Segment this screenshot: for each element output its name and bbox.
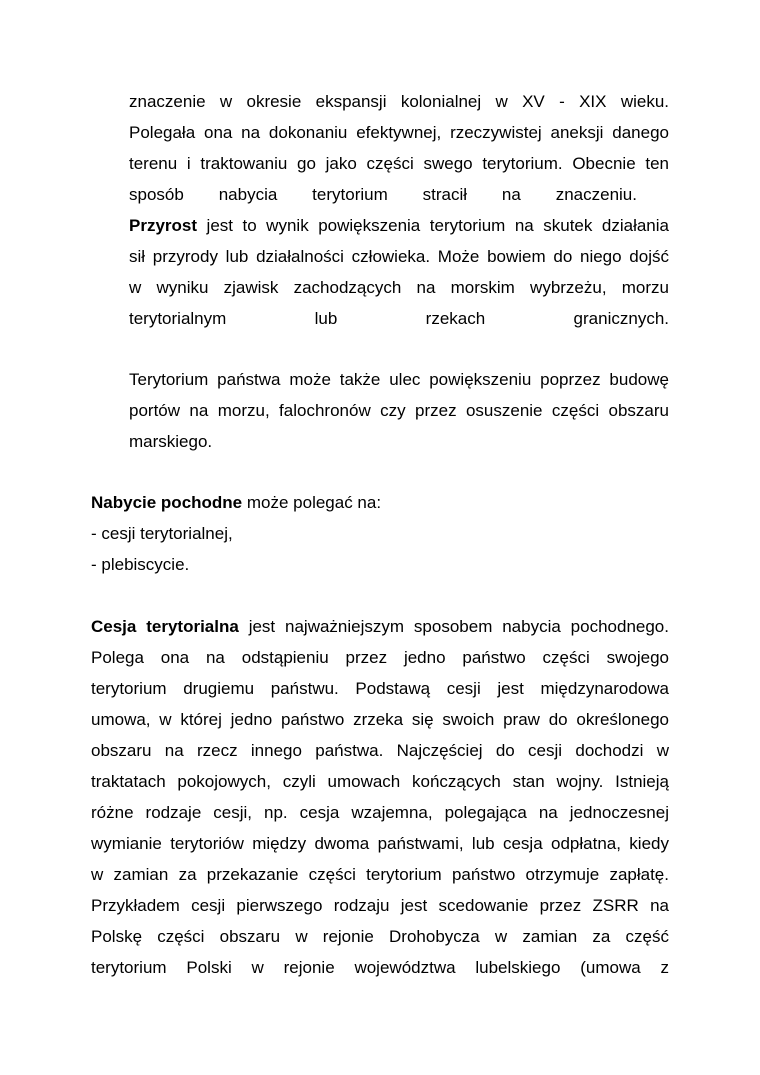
text-line: terytorium drugiemu państwu. Podstawą cesji jest międzynarodowa xyxy=(91,679,669,698)
text-line: terenu i traktowaniu go jako części swego terytorium. Obecnie ten xyxy=(129,154,669,173)
text-span: jest najważniejszym sposobem nabycia pochodnego. xyxy=(238,617,669,636)
text-line: w zamian za przekazanie części terytorium państwo otrzymuje zapłatę. xyxy=(91,865,669,884)
text-line: terytorialnym lub rzekach granicznych. xyxy=(129,309,669,328)
text-line: portów na morzu, falochronów czy przez osuszenie części obszaru xyxy=(129,401,669,420)
text-span: jest to wynik powiększenia terytorium na skutek działania xyxy=(197,216,669,235)
text-line: obszaru na rzecz innego państwa. Najczęściej do cesji dochodzi w xyxy=(91,741,669,760)
text-line: znaczenie w okresie ekspansji kolonialnej w XV - XIX wieku. xyxy=(129,92,669,111)
nabycie-pochodne-line xyxy=(91,487,669,518)
term-przyrost: Przyrost xyxy=(129,216,198,235)
text-line: umowa, w której jedno państwo zrzeka się swoich praw do określonego xyxy=(91,710,669,729)
text-line: sposób nabycia terytorium stracił na znaczeniu. xyxy=(129,185,637,204)
list-item: - cesji terytorialnej, xyxy=(91,524,233,543)
text-line: terytorium Polski w rejonie województwa lubelskiego (umowa z xyxy=(91,958,669,977)
text-line: w wyniku zjawisk zachodzących na morskim wybrzeżu, morzu xyxy=(129,278,669,297)
text-line: marskiego. xyxy=(129,432,213,451)
list-item: - plebiscycie. xyxy=(91,555,190,574)
text-span: może polegać na: xyxy=(242,493,382,512)
text-line: traktatach pokojowych, czyli umowach kończących stan wojny. Istnieją xyxy=(91,772,669,791)
text-line: Polskę części obszaru w rejonie Drohobycza w zamian za część xyxy=(91,927,669,946)
przyrost-line xyxy=(129,210,669,241)
text-line: Polegała ona na dokonaniu efektywnej, rzeczywistej aneksji danego xyxy=(129,123,669,142)
term-nabycie-pochodne: Nabycie pochodne xyxy=(91,493,243,512)
text-line: Terytorium państwa może także ulec powiększeniu poprzez budowę xyxy=(129,370,669,389)
cesja-line xyxy=(91,611,669,642)
text-line: różne rodzaje cesji, np. cesja wzajemna, polegająca na jednoczesnej xyxy=(91,803,669,822)
text-line: Polega ona na odstąpieniu przez jedno państwo części swojego xyxy=(91,648,669,667)
text-line: sił przyrody lub działalności człowieka. Może bowiem do niego dojść xyxy=(129,247,669,266)
text-line: Przykładem cesji pierwszego rodzaju jest scedowanie przez ZSRR na xyxy=(91,896,669,915)
term-cesja-terytorialna: Cesja terytorialna xyxy=(91,617,239,636)
text-line: wymianie terytoriów między dwoma państwami, lub cesja odpłatna, kiedy xyxy=(91,834,669,853)
